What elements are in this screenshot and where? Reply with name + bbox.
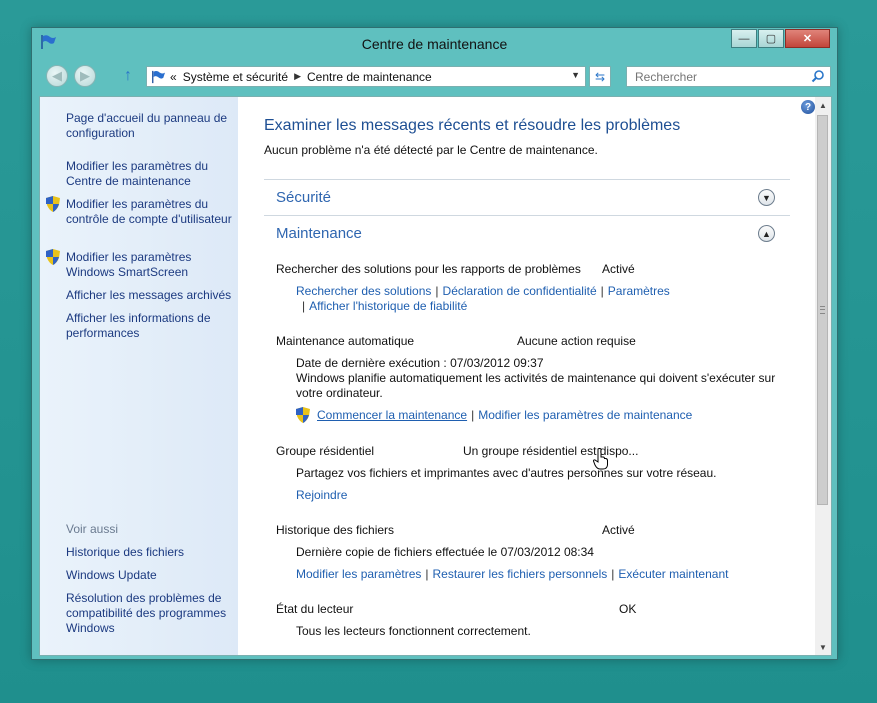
section-maintenance-title[interactable]: Maintenance — [276, 225, 362, 242]
forward-button[interactable] — [74, 65, 96, 87]
up-arrow-icon: ↑ — [124, 67, 132, 84]
run-now-link[interactable]: Exécuter maintenant — [618, 567, 729, 581]
problem-reports-status: Activé — [602, 262, 635, 276]
start-maintenance-link[interactable]: Commencer la maintenance — [317, 408, 468, 422]
check-for-solutions-link[interactable]: Rechercher des solutions — [296, 284, 432, 298]
see-also-windows-update[interactable]: Windows Update — [66, 568, 157, 582]
drive-status-desc: Tous les lecteurs fonctionnent correctement. — [296, 624, 531, 638]
section-security-title[interactable]: Sécurité — [276, 189, 332, 206]
file-history-links: Modifier les paramètres | Restaurer les fichiers personnels | Exécuter maintenant — [296, 567, 729, 581]
reliability-link-row: | Afficher l'historique de fiabilité — [302, 299, 468, 313]
homegroup-status: Un groupe résidentiel est dispo... — [463, 444, 639, 458]
back-arrow-icon: ◀ — [52, 68, 62, 83]
search-box[interactable] — [626, 66, 831, 87]
dropdown-arrow-icon[interactable]: ▼ — [571, 70, 580, 80]
auto-maintenance-status: Aucune action requise — [517, 334, 636, 348]
reliability-history-link[interactable]: Afficher l'historique de fiabilité — [309, 299, 468, 313]
close-button[interactable]: ✕ — [785, 29, 830, 48]
uac-shield-icon — [46, 196, 60, 212]
navigation-bar — [32, 61, 837, 91]
divider — [264, 215, 790, 216]
problem-reports-links: Rechercher des solutions | Déclaration de confidentialité | Paramètres — [296, 284, 670, 298]
minimize-button[interactable]: — — [731, 29, 757, 48]
refresh-icon: ⇆ — [594, 69, 606, 84]
file-history-settings-link[interactable]: Modifier les paramètres — [296, 567, 422, 581]
see-also-compatibility-troubleshooter[interactable]: Résolution des problèmes de compatibilité des programmes Windows — [66, 591, 227, 635]
file-history-label: Historique des fichiers — [276, 523, 395, 537]
chevron-up-icon: ▲ — [762, 228, 771, 239]
join-homegroup-link[interactable]: Rejoindre — [296, 488, 348, 502]
search-icon[interactable] — [811, 69, 825, 83]
last-run-text: Date de dernière exécution : 07/03/2012 09:37 — [296, 356, 544, 370]
homegroup-desc: Partagez vos fichiers et imprimantes avec d'autres personnes sur votre réseau. — [296, 466, 717, 480]
change-maintenance-settings-link[interactable]: Modifier les paramètres de maintenance — [478, 408, 693, 422]
see-also-file-history[interactable]: Historique des fichiers — [66, 545, 185, 559]
address-chevrons[interactable]: « — [170, 69, 177, 84]
sidebar-link-control-panel-home[interactable]: Page d'accueil du panneau de configuration — [66, 111, 228, 140]
breadcrumb-chevron-icon[interactable]: ▶ — [294, 71, 301, 81]
homegroup-label: Groupe résidentiel — [276, 444, 375, 458]
action-center-window — [31, 27, 838, 660]
restore-personal-files-link[interactable]: Restaurer les fichiers personnels — [432, 567, 608, 581]
scroll-down-arrow-icon[interactable]: ▼ — [819, 642, 827, 652]
help-icon[interactable]: ? — [801, 100, 815, 114]
uac-shield-icon — [296, 407, 310, 423]
sidebar-link-smartscreen[interactable]: Modifier les paramètres Windows SmartScreen — [66, 250, 192, 279]
search-input[interactable] — [633, 69, 807, 85]
uac-shield-icon — [46, 249, 60, 265]
vertical-scrollbar[interactable] — [815, 97, 831, 655]
refresh-button[interactable] — [589, 66, 611, 87]
homegroup-links — [296, 488, 347, 502]
sidebar-link-performance[interactable]: Afficher les informations de performances — [66, 311, 211, 340]
drive-status-value: OK — [619, 602, 637, 616]
address-bar[interactable] — [146, 66, 586, 87]
expand-security-button[interactable] — [758, 189, 775, 206]
auto-maintenance-desc: Windows planifie automatiquement les activités de maintenance qui doivent s'exécuter sur — [296, 371, 776, 385]
scroll-up-arrow-icon[interactable]: ▲ — [819, 100, 827, 110]
maintenance-actions: Commencer la maintenance | Modifier les paramètres de maintenance — [317, 408, 693, 422]
drive-status-label: État du lecteur — [276, 602, 354, 616]
breadcrumb-system-security[interactable]: Système et sécurité — [182, 69, 289, 84]
window-title: Centre de maintenance — [361, 36, 508, 52]
client-area — [39, 96, 832, 656]
file-history-status: Activé — [602, 523, 635, 537]
problem-reports-label: Rechercher des solutions pour les rapports de problèmes — [276, 262, 581, 276]
privacy-statement-link[interactable]: Déclaration de confidentialité — [442, 284, 597, 298]
sidebar-link-uac-settings[interactable]: Modifier les paramètres du contrôle de compte d'utilisateur — [66, 197, 232, 226]
main-content — [238, 97, 831, 655]
sidebar-link-action-center-settings[interactable]: Modifier les paramètres du Centre de maintenance — [66, 159, 209, 188]
sidebar — [40, 97, 238, 655]
divider — [264, 179, 790, 180]
reports-settings-link[interactable]: Paramètres — [607, 284, 670, 298]
scroll-thumb[interactable] — [817, 115, 828, 505]
sidebar-link-archived-messages[interactable]: Afficher les messages archivés — [66, 288, 232, 302]
auto-maintenance-desc-2: votre ordinateur. — [296, 386, 383, 400]
maximize-button[interactable]: ▢ — [758, 29, 784, 48]
forward-arrow-icon: ▶ — [80, 68, 90, 83]
title-bar[interactable] — [32, 28, 837, 60]
back-button[interactable] — [46, 65, 68, 87]
auto-maintenance-label: Maintenance automatique — [276, 334, 415, 348]
chevron-down-icon: ▼ — [762, 192, 771, 203]
flag-icon — [150, 70, 166, 84]
see-also-heading: Voir aussi — [66, 522, 119, 536]
page-subtitle: Aucun problème n'a été détecté par le Centre de maintenance. — [264, 143, 598, 157]
collapse-maintenance-button[interactable] — [758, 225, 775, 242]
up-button[interactable] — [124, 67, 132, 85]
breadcrumb-action-center[interactable]: Centre de maintenance — [306, 69, 432, 84]
file-history-desc: Dernière copie de fichiers effectuée le 07/03/2012 08:34 — [296, 545, 594, 559]
page-title: Examiner les messages récents et résoudre les problèmes — [264, 117, 681, 134]
